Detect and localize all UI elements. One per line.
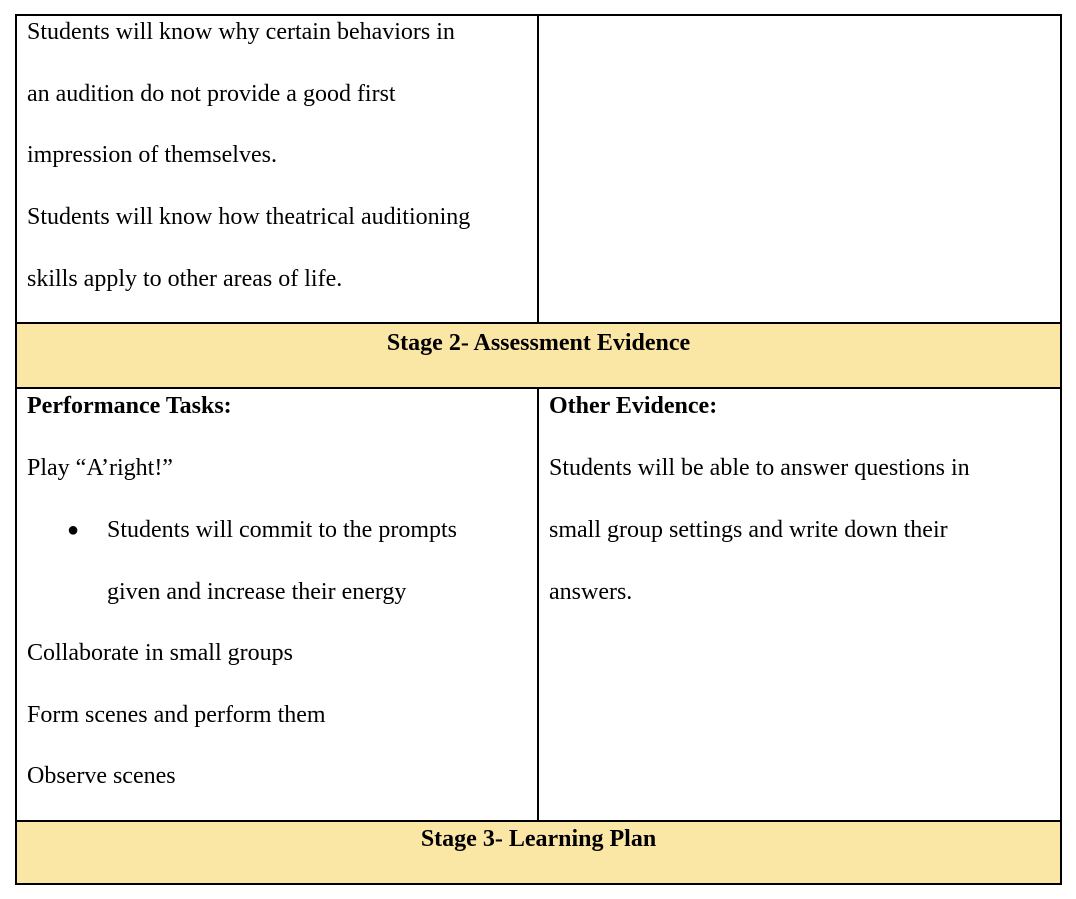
stage2-header-band [16,323,1061,388]
bullet-line: Students will commit to the prompts [107,517,457,543]
table-border-left [15,14,17,885]
other-evidence-cell [549,394,1055,814]
table-border-right [1060,14,1062,885]
understandings-cell [27,20,533,320]
bullet-line: given and increase their energy [107,579,407,605]
stage2-heading: Stage 2- Assessment Evidence [386,330,691,356]
task-line: Observe scenes [27,763,176,789]
evidence-line: small group settings and write down their [549,517,948,543]
understanding-line: impression of themselves. [27,142,277,168]
stage3-header-band [16,821,1061,884]
evidence-line: answers. [549,579,633,605]
evidence-line: Students will be able to answer questions in [549,455,970,481]
table-divider-top [537,14,539,324]
understanding-line: an audition do not provide a good first [27,81,396,107]
performance-tasks-cell [27,394,533,814]
task-line: Play “A’right!” [27,455,173,481]
other-evidence-heading: Other Evidence: [549,393,718,419]
understanding-line: Students will know how theatrical auditioning [27,204,471,230]
understanding-line: Students will know why certain behaviors in [27,19,455,45]
table-border-bottom [15,883,1062,885]
table-divider-middle [537,387,539,822]
task-line: Collaborate in small groups [27,640,293,666]
task-line: Form scenes and perform them [27,702,326,728]
understanding-line: skills apply to other areas of life. [27,266,343,292]
performance-tasks-heading: Performance Tasks: [27,393,232,419]
stage3-heading: Stage 3- Learning Plan [420,826,657,852]
bullet-icon: ● [67,519,80,541]
